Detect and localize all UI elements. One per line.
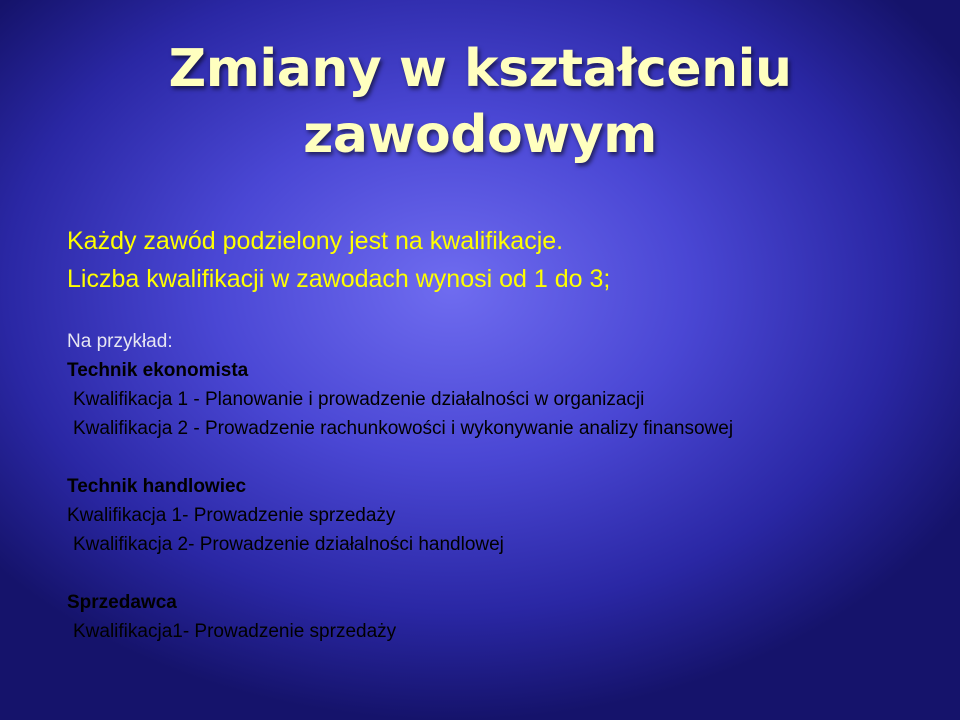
- slide-title-line-1: Zmiany w kształceniu: [168, 39, 792, 99]
- qualification-item: Kwalifikacja 1 - Planowanie i prowadzenie działalności w organizacji: [73, 389, 645, 410]
- profession-heading-sprzedawca: Sprzedawca: [67, 592, 177, 613]
- intro-line-2: Liczba kwalifikacji w zawodach wynosi od 1 do 3;: [67, 265, 611, 293]
- spacer: [67, 443, 733, 472]
- profession-heading-technik-handlowiec: Technik handlowiec: [67, 476, 247, 497]
- spacer: [67, 559, 733, 588]
- intro-text: [67, 222, 610, 298]
- intro-line-1: Każdy zawód podzielony jest na kwalifikacje.: [67, 227, 564, 255]
- slide-title-line-2: zawodowym: [303, 105, 657, 165]
- slide-title: [0, 36, 960, 168]
- example-label: Na przykład:: [67, 331, 173, 352]
- qualification-item: Kwalifikacja 2- Prowadzenie działalności handlowej: [73, 534, 504, 555]
- qualification-item: Kwalifikacja1- Prowadzenie sprzedaży: [73, 621, 397, 642]
- profession-heading-technik-ekonomista: Technik ekonomista: [67, 360, 249, 381]
- qualification-item: Kwalifikacja 1- Prowadzenie sprzedaży: [67, 505, 396, 526]
- qualifications-list: [67, 327, 733, 646]
- qualification-item: Kwalifikacja 2 - Prowadzenie rachunkowości i wykonywanie analizy finansowej: [73, 418, 734, 439]
